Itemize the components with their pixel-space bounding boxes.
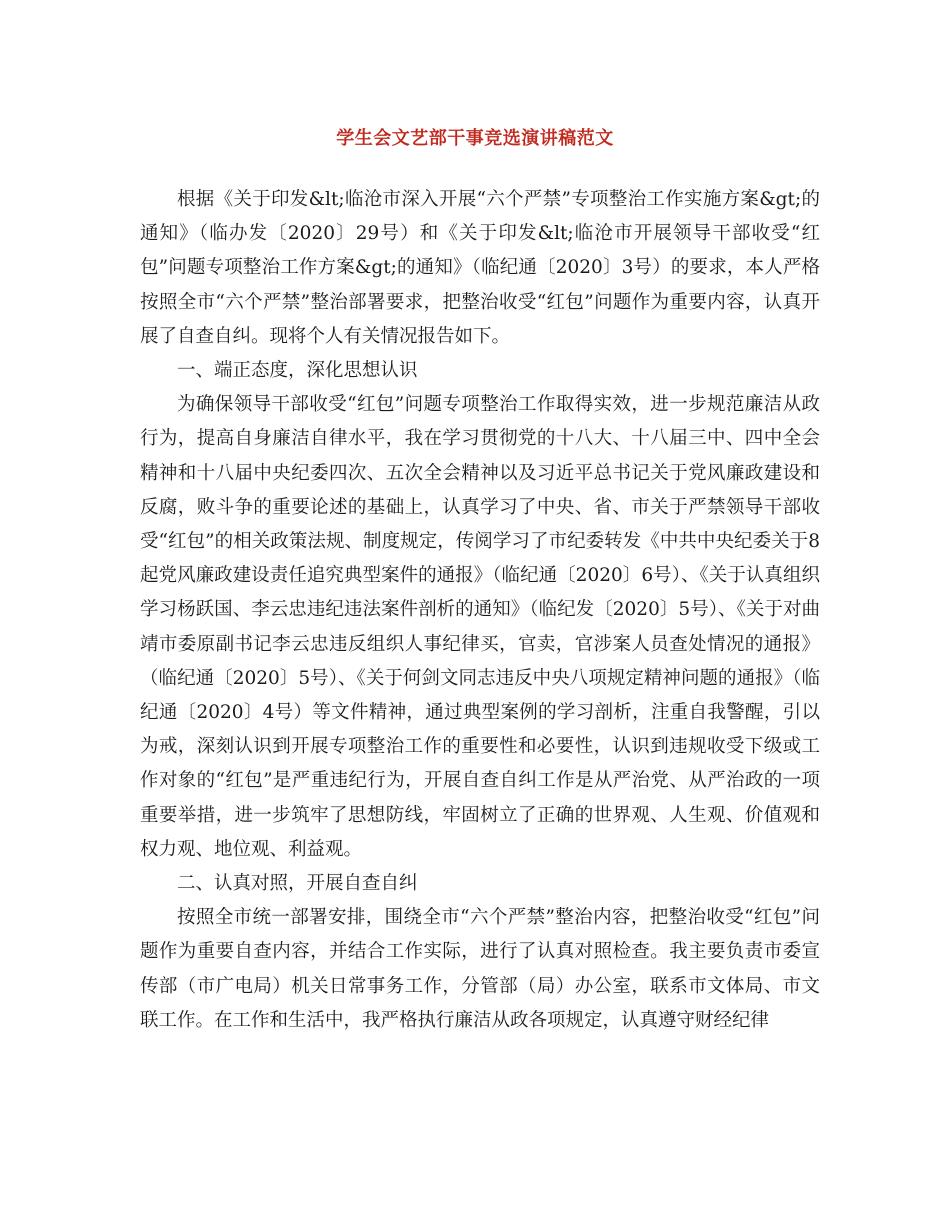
section-2-paragraph: 按照全市统一部署安排，围绕全市“六个严禁”整治内容，把整治收受“红包”问题作为重要自查内容，并结合工作实际，进行了认真对照检查。我主要负责市委宣传部（市广电局）机关日常事务工作，分管部（局）办公室，联系市文体局、市文联工作。在工作和生活中，我严格执行廉洁从政各项规定，认真遵守财经纪律	[140, 907, 820, 1031]
intro-paragraph: 根据《关于印发&lt;临沧市深入开展“六个严禁”专项整治工作实施方案&gt;的通知》（临办发〔2020〕29号）和《关于印发&lt;临沧市开展领导干部收受“红包”问题专项整治工作方案&gt;的通知》（临纪通〔2020〕3号）的要求，本人严格按照全市“六个严禁”整治部署要求，把整治收受“红包”问题作为重要内容，认真开展了自查自纠。现将个人有关情况报告如下。	[140, 189, 820, 347]
section-heading-1: 一、端正态度，深化思想认识	[177, 360, 418, 382]
section-1-paragraph: 为确保领导干部收受“红包”问题专项整治工作取得实效，进一步规范廉洁从政行为，提高自身廉洁自律水平，我在学习贯彻党的十八大、十八届三中、四中全会精神和十八届中央纪委四次、五次全会精神以及习近平总书记关于党风廉政建设和反腐，败斗争的重要论述的基础上，认真学习了中央、省、市关于严禁领导干部收受“红包”的相关政策法规、制度规定，传阅学习了市纪委转发《中共中央纪委关于8起党风廉政建设责任追究典型案件的通报》（临纪通〔2020〕6号）、《关于认真组织学习杨跃国、李云忠违纪违法案件剖析的通知》（临纪发〔2020〕5号）、《关于对曲靖市委原副书记李云忠违反组织人事纪律买，官卖，官涉案人员查处情况的通报》（临纪通〔2020〕5号）、《关于何剑文同志违反中央八项规定精神问题的通报》（临纪通〔2020〕4号）等文件精神，通过典型案例的学习剖析，注重自我警醒，引以为戒，深刻认识到开展专项整治工作的重要性和必要性，认识到违规收受下级或工作对象的“红包”是严重违纪行为，开展自查自纠工作是从严治党、从严治政的一项重要举措，进一步筑牢了思想防线，牢固树立了正确的世界观、人生观、价值观和权力观、地位观、利益观。	[140, 394, 820, 860]
document-body	[140, 183, 820, 1038]
section-heading-2: 二、认真对照，开展自查自纠	[177, 873, 418, 895]
document-title: 学生会文艺部干事竞选演讲稿范文	[336, 128, 614, 149]
